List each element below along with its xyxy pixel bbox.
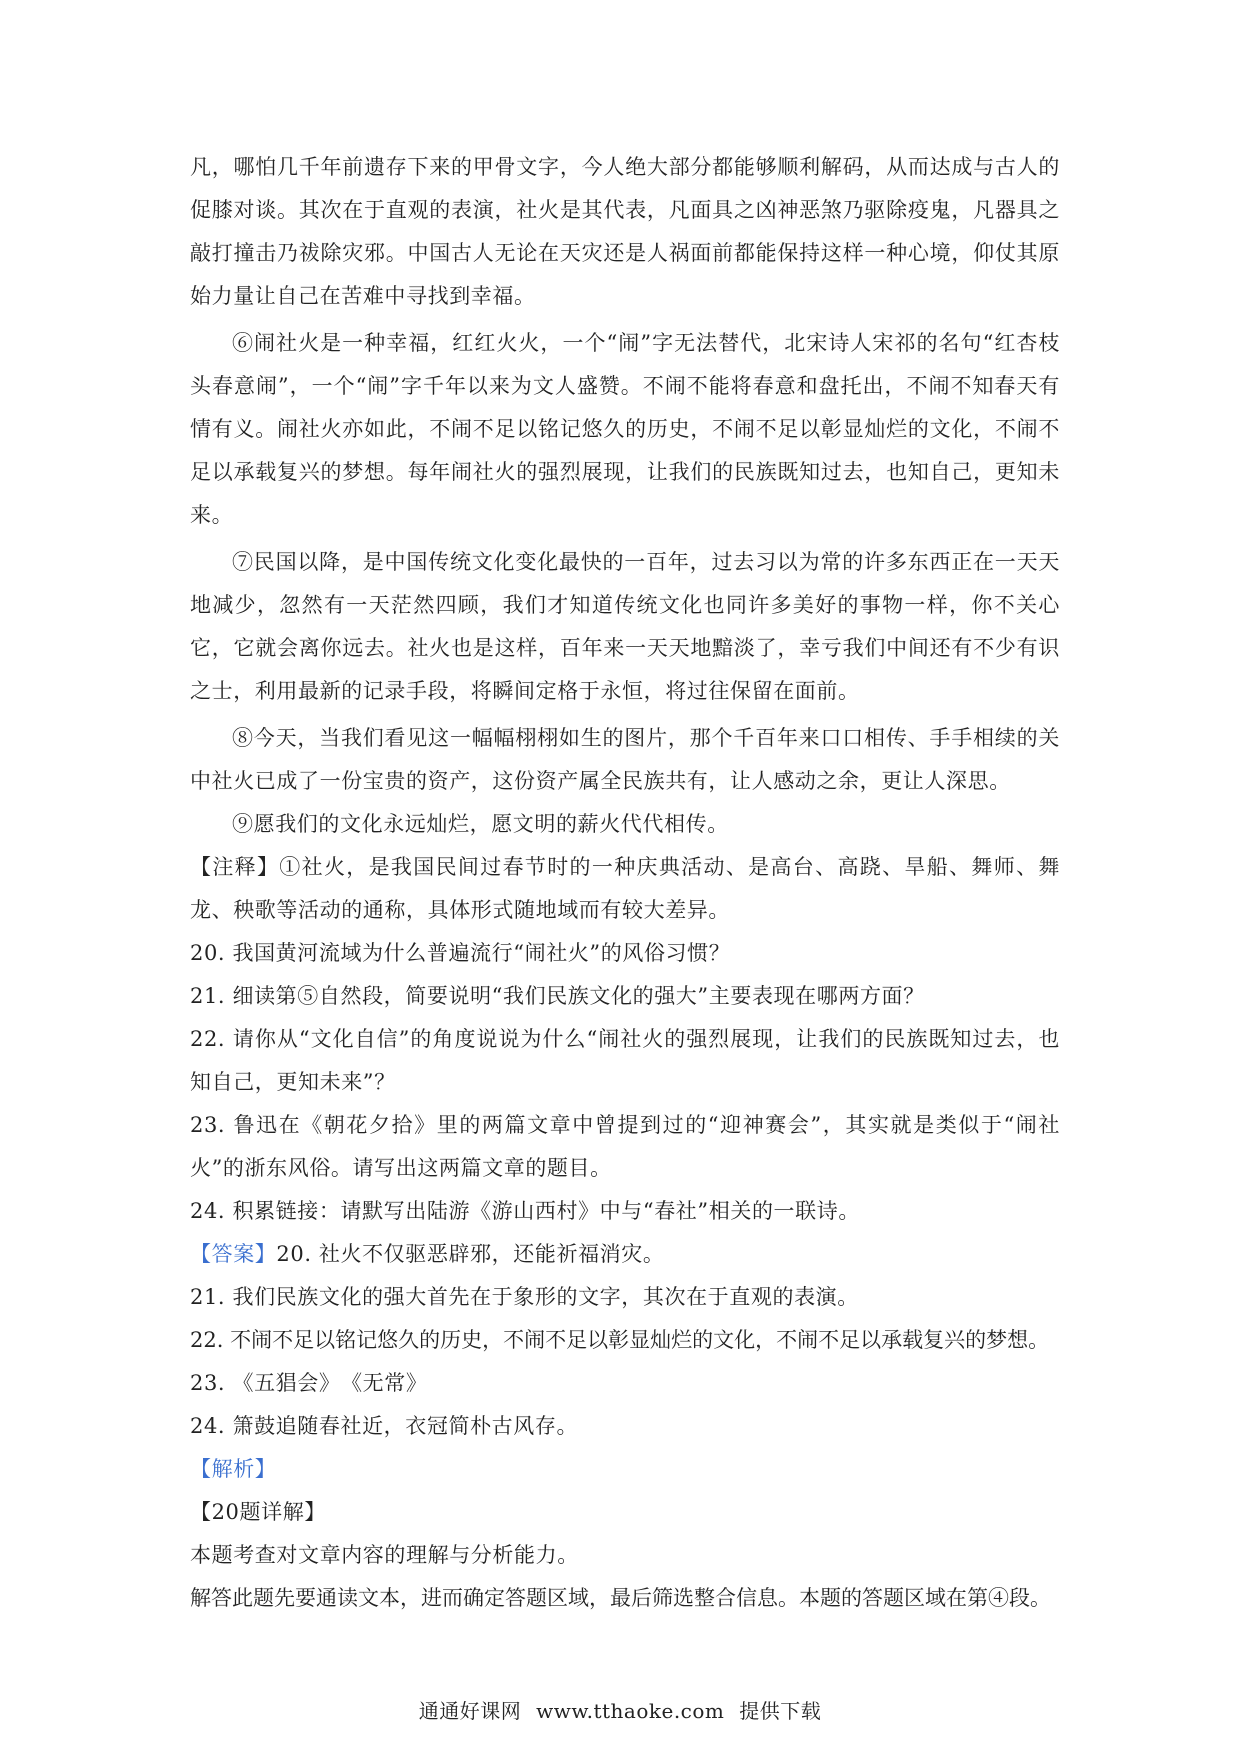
- footer-url[interactable]: www.tthaoke.com: [536, 1699, 725, 1723]
- q20-detail-heading: 【20题详解】: [190, 1500, 326, 1524]
- answer-24: 24. 箫鼓追随春社近，衣冠简朴古风存。: [190, 1414, 579, 1438]
- question-22: 22. 请你从“文化自信”的角度说说为什么“闹社火的强烈展现，让我们的民族既知过去，也知自己，更知未来”？: [190, 1027, 1060, 1094]
- footer-suffix: 提供下载: [739, 1699, 822, 1723]
- paragraph-8: ⑧今天，当我们看见这一幅幅栩栩如生的图片，那个千百年来口口相传、手手相续的关中社火已成了一份宝贵的资产，这份资产属全民族共有，让人感动之余，更让人深思。: [190, 726, 1060, 793]
- footer-site-name: 通通好课网: [418, 1699, 522, 1723]
- answer-label: 【答案】: [190, 1242, 277, 1266]
- document-body: [190, 146, 1060, 1620]
- question-23: 23. 鲁迅在《朝花夕拾》里的两篇文章中曾提到过的“迎神赛会”，其实就是类似于“闹社火”的浙东风俗。请写出这两篇文章的题目。: [190, 1113, 1060, 1180]
- paragraph-6: ⑥闹社火是一种幸福，红红火火，一个“闹”字无法替代，北宋诗人宋祁的名句“红杏枝头春意闹”，一个“闹”字千年以来为文人盛赞。不闹不能将春意和盘托出，不闹不知春天有情有义。闹社火亦如此，不闹不足以铭记悠久的历史，不闹不足以彰显灿烂的文化，不闹不足以承载复兴的梦想。每年闹社火的强烈展现，让我们的民族既知过去，也知自己，更知未来。: [190, 331, 1060, 527]
- answer-20: 20. 社火不仅驱恶辟邪，还能祈福消灾。: [276, 1242, 665, 1266]
- answer-block: [190, 1233, 1060, 1276]
- question-21: 21. 细读第⑤自然段，简要说明“我们民族文化的强大”主要表现在哪两方面？: [190, 984, 925, 1008]
- paragraph-9: ⑨愿我们的文化永远灿烂，愿文明的薪火代代相传。: [232, 812, 729, 836]
- annotation-note: 【注释】①社火，是我国民间过春节时的一种庆典活动、是高台、高跷、旱船、舞师、舞龙、秧歌等活动的通称，具体形式随地域而有较大差异。: [190, 855, 1060, 922]
- analysis-label: 【解析】: [190, 1457, 277, 1481]
- answer-21: 21. 我们民族文化的强大首先在于象形的文字，其次在于直观的表演。: [190, 1285, 859, 1309]
- paragraph-5-continued: 凡，哪怕几千年前遗存下来的甲骨文字，今人绝大部分都能够顺利解码，从而达成与古人的促膝对谈。其次在于直观的表演，社火是其代表，凡面具之凶神恶煞乃驱除疫鬼，凡器具之敲打撞击乃祓除灾邪。中国古人无论在天灾还是人祸面前都能保持这样一种心境，仰仗其原始力量让自己在苦难中寻找到幸福。: [190, 155, 1060, 308]
- q20-detail-line-2: 解答此题先要通读文本，进而确定答题区域，最后筛选整合信息。本题的答题区域在第④段。: [190, 1586, 1051, 1610]
- q20-detail-line-1: 本题考查对文章内容的理解与分析能力。: [190, 1543, 579, 1567]
- paragraph-7: ⑦民国以降，是中国传统文化变化最快的一百年，过去习以为常的许多东西正在一天天地减少，忽然有一天茫然四顾，我们才知道传统文化也同许多美好的事物一样，你不关心它，它就会离你远去。社火也是这样，百年来一天天地黯淡了，幸亏我们中间还有不少有识之士，利用最新的记录手段，将瞬间定格于永恒，将过往保留在面前。: [190, 550, 1060, 703]
- question-20: 20. 我国黄河流域为什么普遍流行“闹社火”的风俗习惯？: [190, 941, 731, 965]
- answer-22: 22. 不闹不足以铭记悠久的历史，不闹不足以彰显灿烂的文化，不闹不足以承载复兴的梦想。: [190, 1328, 1050, 1352]
- page-footer: [0, 1695, 1240, 1724]
- answer-23: 23. 《五猖会》 《无常》: [190, 1371, 428, 1395]
- question-24: 24. 积累链接：请默写出陆游《游山西村》中与“春社”相关的一联诗。: [190, 1199, 860, 1223]
